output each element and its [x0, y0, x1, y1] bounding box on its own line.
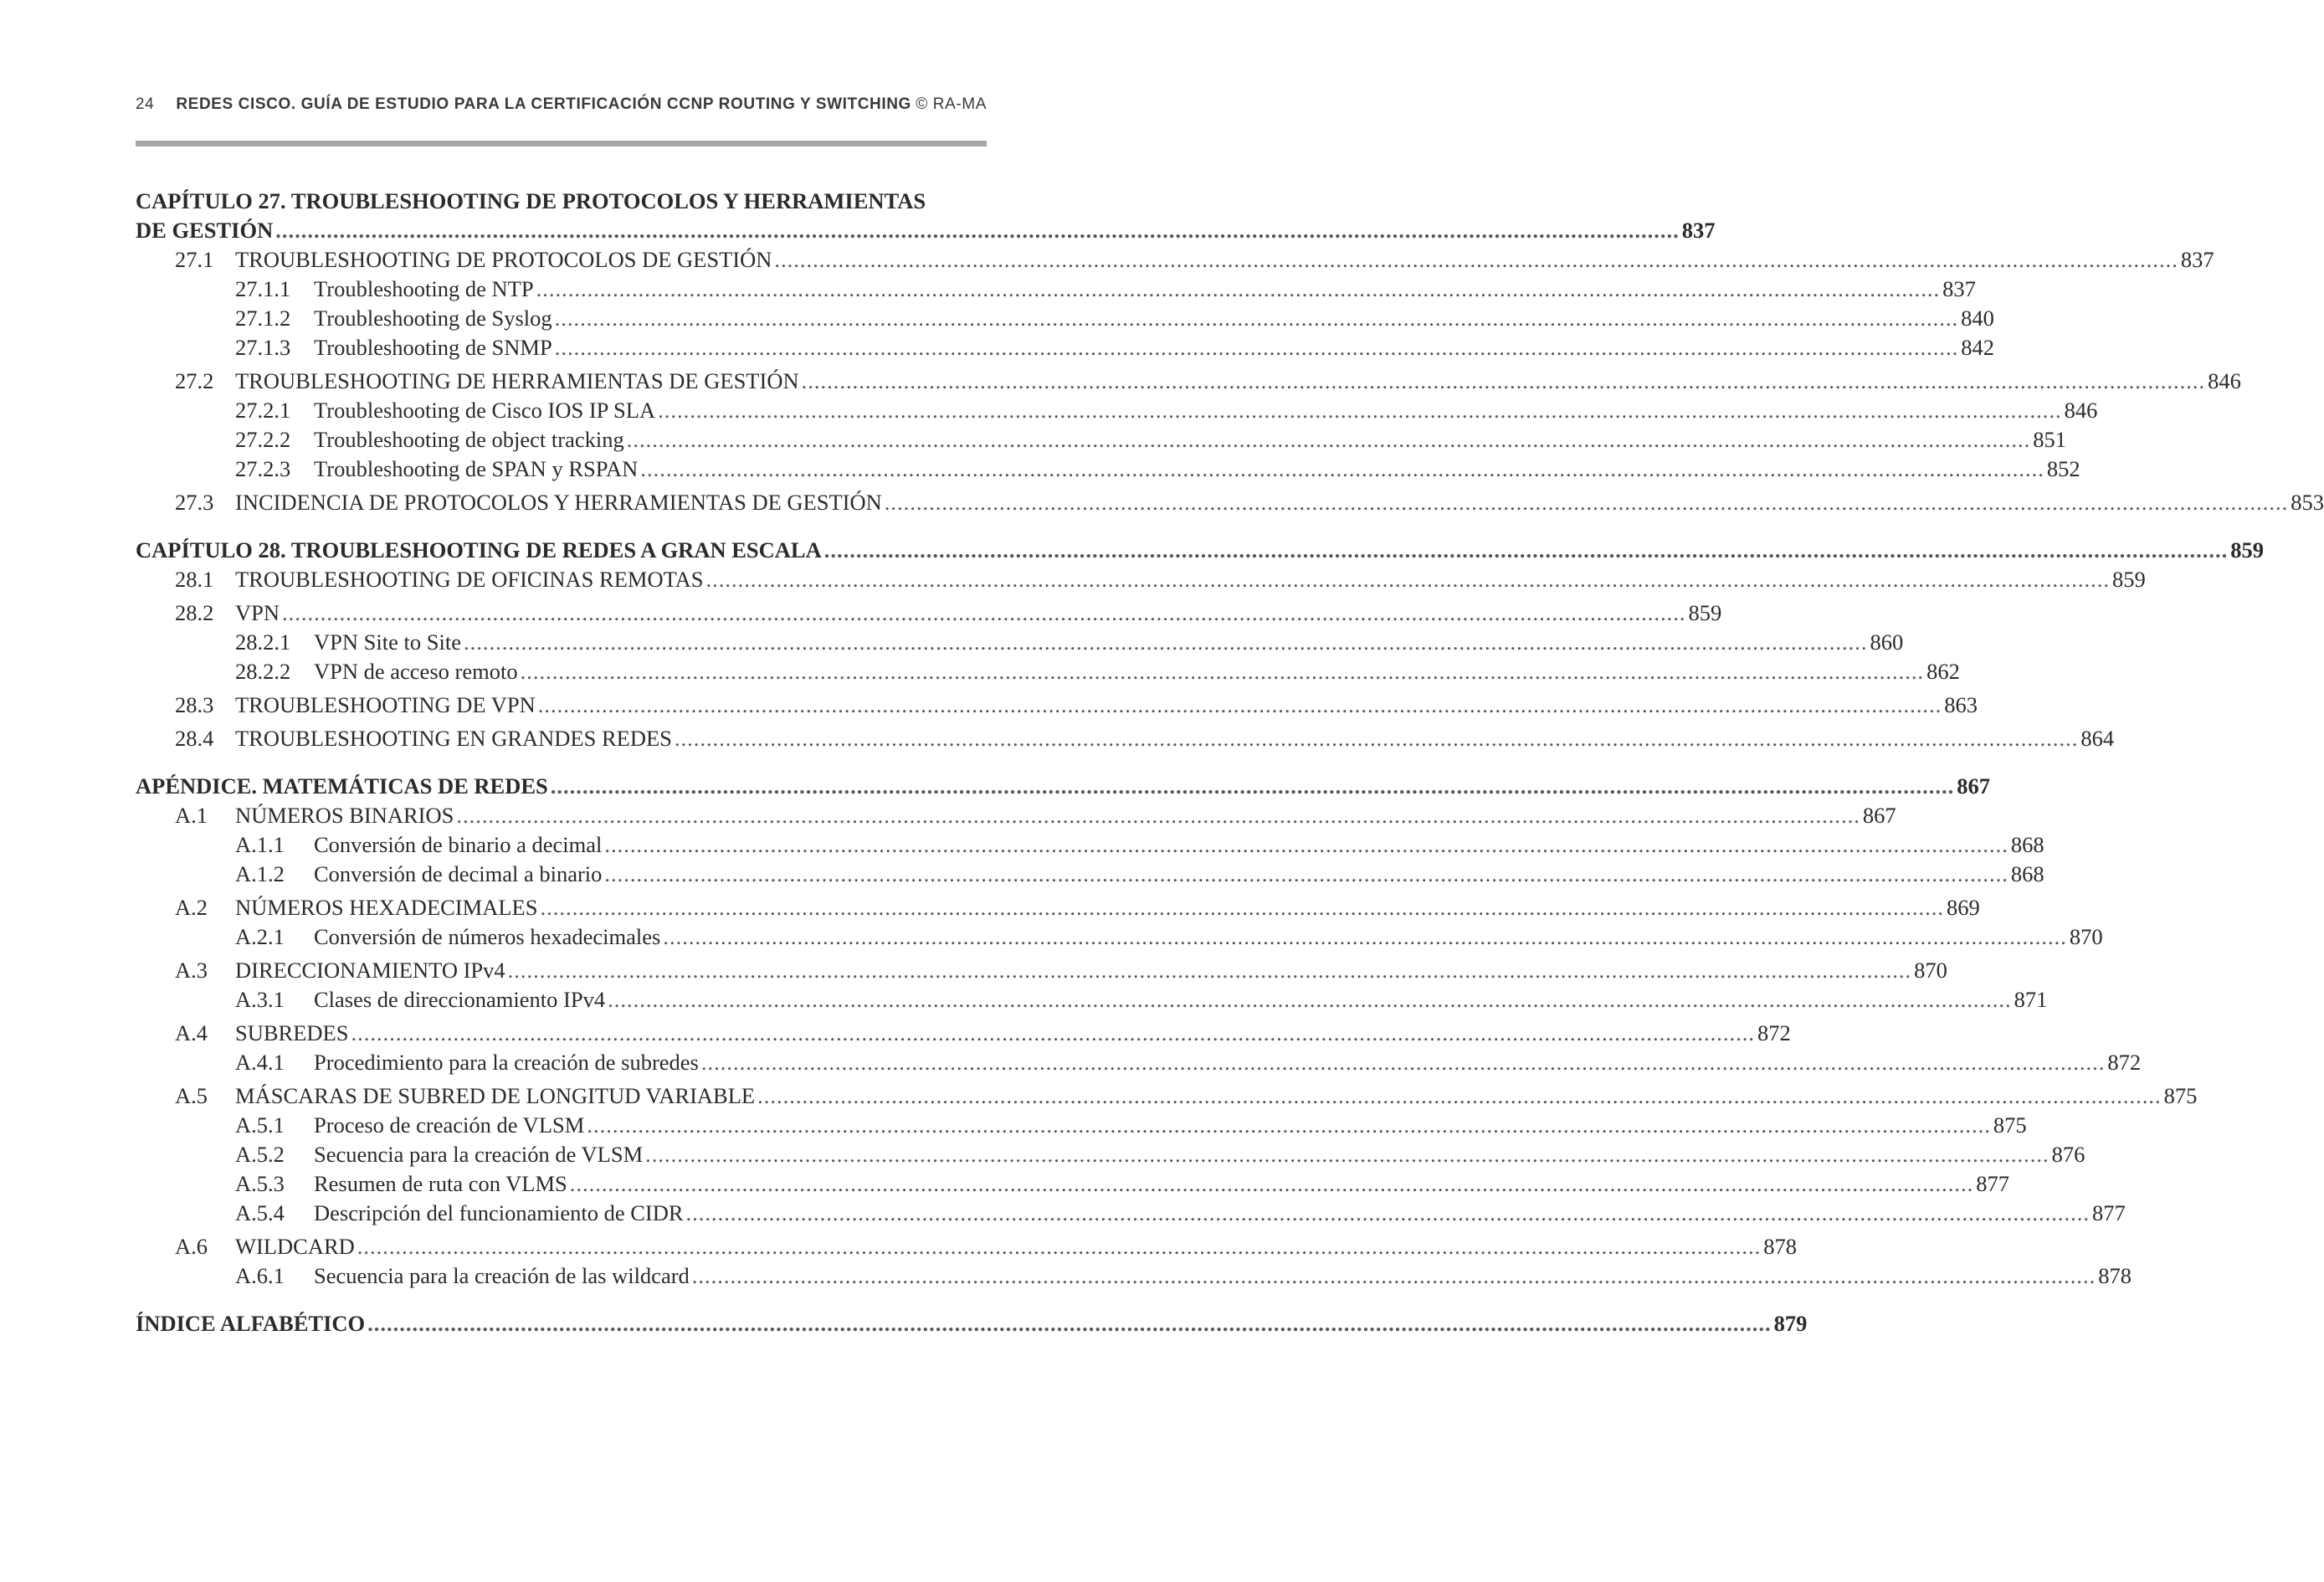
subsection-title: Troubleshooting de NTP: [314, 276, 534, 301]
subsection-page: 837: [1942, 276, 1976, 301]
section-page: 875: [2163, 1083, 2198, 1108]
subsection-title: Clases de direccionamiento IPv4: [314, 987, 606, 1012]
section-number: A.4: [175, 1020, 208, 1045]
dot-leader: ............................................................................................................................................................................................................................: [540, 895, 1944, 920]
subsection-title: Conversión de binario a decimal: [314, 832, 603, 857]
dot-leader: ............................................................................................................................................................................................................................: [554, 335, 1959, 360]
dot-leader: ............................................................................................................................................................................................................................: [884, 490, 2289, 515]
dot-leader: ............................................................................................................................................................................................................................: [520, 659, 1925, 684]
subsection-title: Troubleshooting de Cisco IOS IP SLA: [314, 398, 656, 423]
dot-leader: ............................................................................................................................................................................................................................: [456, 803, 1860, 828]
subsection-page: 871: [2014, 987, 2048, 1012]
section-number: A.6: [175, 1234, 208, 1259]
chapter-page: 837: [1681, 218, 1716, 243]
chapter-27-entry[interactable]: [136, 186, 1716, 245]
dot-leader: ............................................................................................................................................................................................................................: [275, 218, 1680, 243]
dot-leader: ............................................................................................................................................................................................................................: [663, 924, 2067, 949]
subsection-number: 28.2.2: [235, 659, 291, 684]
toc-subsection[interactable]: [136, 396, 2098, 425]
section-title: MÁSCARAS DE SUBRED DE LONGITUD VARIABLE: [235, 1083, 756, 1108]
dot-leader: ............................................................................................................................................................................................................................: [700, 1050, 2106, 1075]
dot-leader: ............................................................................................................................................................................................................................: [626, 427, 2031, 452]
subsection-number: A.1.1: [235, 832, 285, 857]
subsection-number: A.5.3: [235, 1171, 285, 1196]
section-number: 28.2: [175, 600, 214, 625]
subsection-title: Proceso de creación de VLSM: [314, 1112, 585, 1138]
subsection-number: A.5.1: [235, 1112, 285, 1138]
subsection-title: Conversión de decimal a binario: [314, 861, 603, 886]
section-number: A.5: [175, 1083, 208, 1108]
subsection-title: Descripción del funcionamiento de CIDR: [314, 1200, 684, 1225]
subsection-page: 846: [2064, 398, 2098, 423]
section-page: 869: [1946, 895, 1980, 920]
toc-section[interactable]: [136, 598, 1722, 628]
subsection-title: Troubleshooting de object tracking: [314, 427, 624, 452]
subsection-page: 840: [1961, 306, 1994, 331]
book-title: REDES CISCO. GUÍA DE ESTUDIO PARA LA CERTIFICACIÓN CCNP ROUTING Y SWITCHING: [176, 95, 911, 113]
section-title: SUBREDES: [235, 1020, 349, 1045]
section-title: VPN: [235, 600, 280, 625]
page-number: 24: [136, 95, 155, 113]
dot-leader: ............................................................................................................................................................................................................................: [463, 629, 1868, 655]
toc-section[interactable]: [136, 724, 2115, 753]
subsection-number: 27.1.1: [235, 276, 291, 301]
section-title: TROUBLESHOOTING DE VPN: [235, 692, 536, 717]
index-title: ÍNDICE ALFABÉTICO: [136, 1311, 366, 1336]
section-page: 870: [1914, 958, 1947, 983]
subsection-title: Troubleshooting de SPAN y RSPAN: [314, 456, 639, 481]
subsection-number: A.2.1: [235, 924, 285, 949]
chapter-page: 859: [2230, 537, 2264, 562]
index-page: 879: [1773, 1311, 1808, 1336]
dot-leader: ............................................................................................................................................................................................................................: [691, 1263, 2096, 1288]
toc-subsection[interactable]: [136, 922, 2103, 952]
subsection-title: Secuencia para la creación de VLSM: [314, 1142, 644, 1167]
running-header: [136, 92, 987, 117]
section-number: 27.2: [175, 368, 214, 393]
section-page: 837: [2180, 247, 2214, 272]
toc-section[interactable]: [136, 488, 2324, 517]
section-title: TROUBLESHOOTING DE OFICINAS REMOTAS: [235, 567, 704, 592]
subsection-number: 27.2.1: [235, 398, 291, 423]
subsection-number: A.6.1: [235, 1263, 285, 1288]
subsection-title: Troubleshooting de SNMP: [314, 335, 552, 360]
toc-subsection[interactable]: [136, 1140, 2085, 1169]
toc-subsection[interactable]: [136, 1169, 2009, 1199]
section-title: TROUBLESHOOTING DE PROTOCOLOS DE GESTIÓN: [235, 247, 772, 272]
subsection-page: 875: [1993, 1112, 2027, 1138]
subsection-page: 860: [1870, 629, 1904, 655]
section-page: 859: [2112, 567, 2146, 592]
section-page: 864: [2080, 726, 2115, 751]
subsection-number: A.3.1: [235, 987, 285, 1012]
publisher-mark: © RA-MA: [916, 95, 987, 113]
subsection-number: A.1.2: [235, 861, 285, 886]
chapter-title-line2: DE GESTIÓN: [136, 218, 274, 243]
subsection-number: 27.1.3: [235, 335, 291, 360]
section-page: 853: [2291, 490, 2324, 515]
section-page: 863: [1944, 692, 1978, 717]
section-page: 859: [1688, 600, 1722, 625]
section-title: WILDCARD: [235, 1234, 355, 1259]
dot-leader: ............................................................................................................................................................................................................................: [674, 726, 2079, 751]
section-page: 878: [1763, 1234, 1798, 1259]
section-number: 28.1: [175, 567, 214, 592]
subsection-page: 862: [1926, 659, 1960, 684]
toc-subsection[interactable]: [136, 628, 1904, 657]
dot-leader: ............................................................................................................................................................................................................................: [645, 1142, 2050, 1167]
section-title: INCIDENCIA DE PROTOCOLOS Y HERRAMIENTAS DE GESTIÓN: [235, 490, 882, 515]
section-title: NÚMEROS HEXADECIMALES: [235, 895, 538, 920]
subsection-page: 876: [2051, 1142, 2085, 1167]
subsection-title: Resumen de ruta con VLMS: [314, 1171, 567, 1196]
toc-section[interactable]: [136, 1081, 2198, 1111]
toc-subsection[interactable]: [136, 1261, 2132, 1291]
subsection-page: 877: [2092, 1200, 2126, 1225]
toc-subsection[interactable]: [136, 860, 2044, 889]
index-entry[interactable]: [136, 1309, 1808, 1338]
toc-section[interactable]: [136, 893, 1980, 922]
dot-leader: ............................................................................................................................................................................................................................: [774, 247, 2178, 272]
subsection-title: Procedimiento para la creación de subredes: [314, 1050, 699, 1075]
section-number: A.2: [175, 895, 208, 920]
appendix-page: 867: [1957, 773, 1991, 799]
toc-subsection[interactable]: [136, 304, 1994, 333]
section-page: 846: [2208, 368, 2241, 393]
subsection-page: 868: [2010, 832, 2044, 857]
subsection-number: 27.2.2: [235, 427, 291, 452]
section-title: TROUBLESHOOTING DE HERRAMIENTAS DE GESTIÓN: [235, 368, 799, 393]
toc-subsection[interactable]: [136, 1199, 2126, 1228]
dot-leader: ............................................................................................................................................................................................................................: [705, 567, 2111, 592]
section-page: 867: [1862, 803, 1896, 828]
subsection-page: 852: [2046, 456, 2080, 481]
table-of-contents: [136, 186, 2324, 1338]
toc-section[interactable]: [136, 691, 1978, 720]
dot-leader: ............................................................................................................................................................................................................................: [640, 456, 2044, 481]
toc-section[interactable]: [136, 801, 1896, 830]
dot-leader: ............................................................................................................................................................................................................................: [823, 537, 2229, 562]
dot-leader: ............................................................................................................................................................................................................................: [604, 832, 2008, 857]
dot-leader: ............................................................................................................................................................................................................................: [604, 861, 2008, 886]
subsection-number: A.4.1: [235, 1050, 285, 1075]
toc-subsection[interactable]: [136, 455, 2080, 484]
subsection-title: Secuencia para la creación de las wildcard: [314, 1263, 690, 1288]
toc-subsection[interactable]: [136, 1111, 2027, 1140]
toc-section[interactable]: [136, 956, 1947, 985]
dot-leader: ............................................................................................................................................................................................................................: [351, 1020, 1755, 1045]
subsection-title: Conversión de números hexadecimales: [314, 924, 661, 949]
dot-leader: ............................................................................................................................................................................................................................: [537, 692, 1942, 717]
chapter-title-line1: CAPÍTULO 27. TROUBLESHOOTING DE PROTOCOLOS Y HERRAMIENTAS: [136, 188, 926, 213]
subsection-page: 851: [2033, 427, 2066, 452]
dot-leader: ............................................................................................................................................................................................................................: [367, 1311, 1772, 1336]
appendix-title: APÉNDICE. MATEMÁTICAS DE REDES: [136, 773, 548, 799]
dot-leader: ............................................................................................................................................................................................................................: [608, 987, 2012, 1012]
dot-leader: ............................................................................................................................................................................................................................: [550, 773, 1955, 799]
toc-subsection[interactable]: [136, 985, 2048, 1014]
toc-subsection[interactable]: [136, 333, 1994, 362]
toc-section[interactable]: [136, 245, 2214, 275]
subsection-number: A.5.2: [235, 1142, 285, 1167]
subsection-page: 870: [2069, 924, 2103, 949]
toc-section[interactable]: [136, 565, 2146, 594]
subsection-page: 878: [2098, 1263, 2132, 1288]
dot-leader: ............................................................................................................................................................................................................................: [536, 276, 1941, 301]
dot-leader: ............................................................................................................................................................................................................................: [685, 1200, 2091, 1225]
toc-subsection[interactable]: [136, 425, 2066, 455]
chapter-28-entry[interactable]: [136, 536, 2264, 565]
section-number: A.1: [175, 803, 208, 828]
toc-subsection[interactable]: [136, 657, 1960, 686]
dot-leader: ............................................................................................................................................................................................................................: [587, 1112, 1991, 1138]
section-title: NÚMEROS BINARIOS: [235, 803, 454, 828]
toc-subsection[interactable]: [136, 275, 1976, 304]
section-title: DIRECCIONAMIENTO IPv4: [235, 958, 505, 983]
subsection-number: A.5.4: [235, 1200, 285, 1225]
section-number: 27.1: [175, 247, 214, 272]
dot-leader: ............................................................................................................................................................................................................................: [757, 1083, 2162, 1108]
section-number: 27.3: [175, 490, 214, 515]
subsection-page: 868: [2010, 861, 2044, 886]
subsection-title: VPN de acceso remoto: [314, 659, 518, 684]
section-number: 28.4: [175, 726, 214, 751]
toc-subsection[interactable]: [136, 1048, 2142, 1077]
toc-section[interactable]: [136, 1232, 1798, 1261]
section-title: TROUBLESHOOTING EN GRANDES REDES: [235, 726, 672, 751]
section-page: 872: [1757, 1020, 1791, 1045]
chapter-title: CAPÍTULO 28. TROUBLESHOOTING DE REDES A GRAN ESCALA: [136, 537, 822, 562]
dot-leader: ............................................................................................................................................................................................................................: [507, 958, 1912, 983]
dot-leader: ............................................................................................................................................................................................................................: [357, 1234, 1762, 1259]
subsection-title: Troubleshooting de Syslog: [314, 306, 552, 331]
subsection-page: 872: [2107, 1050, 2142, 1075]
dot-leader: ............................................................................................................................................................................................................................: [282, 600, 1686, 625]
subsection-page: 877: [1976, 1171, 2009, 1196]
toc-section[interactable]: [136, 1019, 1791, 1048]
section-number: 28.3: [175, 692, 214, 717]
subsection-page: 842: [1961, 335, 1994, 360]
header-rule: [136, 141, 987, 146]
dot-leader: ............................................................................................................................................................................................................................: [554, 306, 1959, 331]
subsection-number: 27.2.3: [235, 456, 291, 481]
subsection-number: 28.2.1: [235, 629, 291, 655]
subsection-number: 27.1.2: [235, 306, 291, 331]
subsection-title: VPN Site to Site: [314, 629, 461, 655]
dot-leader: ............................................................................................................................................................................................................................: [569, 1171, 1974, 1196]
toc-section[interactable]: [136, 367, 2241, 396]
appendix-entry[interactable]: [136, 772, 1991, 801]
dot-leader: ............................................................................................................................................................................................................................: [801, 368, 2206, 393]
toc-subsection[interactable]: [136, 830, 2044, 860]
dot-leader: ............................................................................................................................................................................................................................: [658, 398, 2062, 423]
section-number: A.3: [175, 958, 208, 983]
